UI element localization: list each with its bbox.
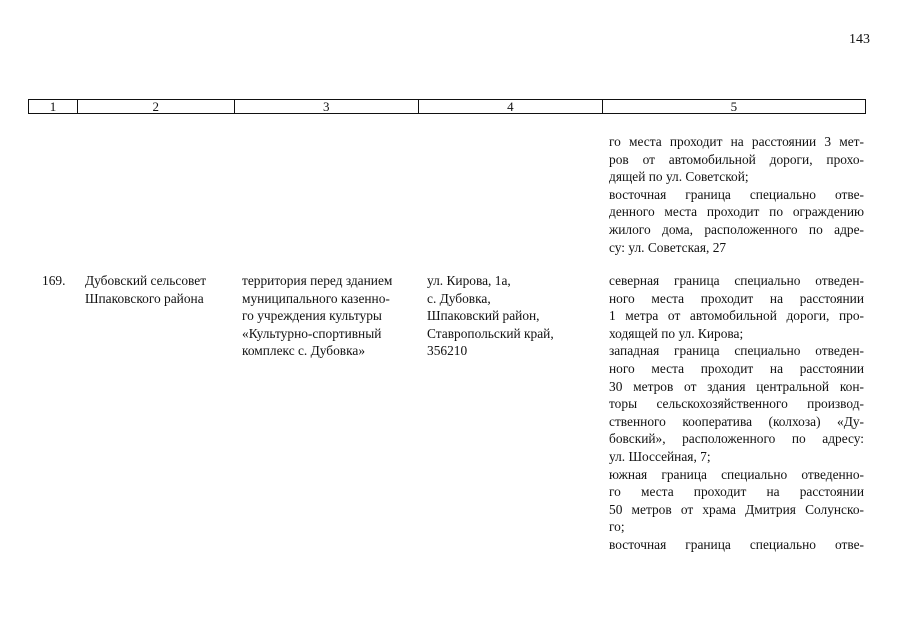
text-line: 356210 [427, 343, 468, 359]
text-line: «Культурно-спортивный [242, 325, 382, 341]
row-169-col5 [609, 272, 864, 554]
text-line: Шпаковского района [85, 290, 204, 306]
text-line: су: ул. Советская, 27 [609, 239, 727, 255]
row-169-col3 [242, 272, 392, 360]
text-line: Шпаковский район, [427, 308, 540, 324]
header-col-2: 2 [78, 100, 235, 113]
table-header-row [28, 99, 866, 114]
text-line: бовский», расположенного по адресу: [609, 431, 864, 447]
text-line: северная граница специально отведен- [609, 273, 864, 288]
text-line: восточная граница специально отве- [609, 536, 864, 552]
text-line: ного места проходит на расстоянии [609, 290, 864, 306]
continuation-col5 [609, 133, 864, 256]
text-line: Ставропольский край, [427, 325, 554, 341]
text-line: ул. Кирова, 1а, [427, 273, 511, 288]
row-169-col4 [427, 272, 554, 360]
text-line: ного места проходит на расстоянии [609, 360, 864, 376]
text-line: го места проходит на расстоянии 3 мет- [609, 134, 864, 149]
row-169-col2 [85, 272, 206, 307]
text-line: дящей по ул. Советской; [609, 169, 749, 185]
text-line: Дубовский сельсовет [85, 273, 207, 288]
text-line: го; [609, 519, 625, 535]
text-line: го места проходит на расстоянии [609, 484, 864, 500]
text-line: ходящей по ул. Кирова; [609, 325, 744, 341]
text-line: западная граница специально отведен- [609, 343, 864, 359]
text-line: с. Дубовка, [427, 290, 491, 306]
header-col-1: 1 [29, 100, 78, 113]
text-line: территория перед зданием [242, 273, 393, 288]
text-line: комплекс с. Дубовка» [242, 343, 366, 359]
header-col-4: 4 [419, 100, 603, 113]
text-line: ственного кооператива (колхоза) «Ду- [609, 413, 864, 429]
text-line: 1 метра от автомобильной дороги, про- [609, 308, 864, 324]
text-line: восточная граница специально отве- [609, 186, 864, 202]
text-line: ул. Шоссейная, 7; [609, 448, 711, 464]
header-col-3: 3 [235, 100, 420, 113]
page-number: 143 [849, 32, 870, 47]
text-line: го учреждения культуры [242, 308, 382, 324]
header-col-5: 5 [730, 99, 738, 114]
text-line: южная граница специально отведенно- [609, 466, 864, 482]
text-line: жилого дома, расположенного по адре- [609, 221, 864, 237]
text-line: муниципального казенно- [242, 290, 390, 306]
text-line: денного места проходит по ограждению [609, 204, 864, 220]
row-number: 169. [42, 273, 66, 288]
text-line: 50 метров от храма Дмитрия Солунско- [609, 501, 864, 517]
text-line: ров от автомобильной дороги, прохо- [609, 151, 864, 167]
text-line: торы сельскохозяйственного производ- [609, 396, 864, 412]
text-line: 30 метров от здания центральной кон- [609, 378, 864, 394]
